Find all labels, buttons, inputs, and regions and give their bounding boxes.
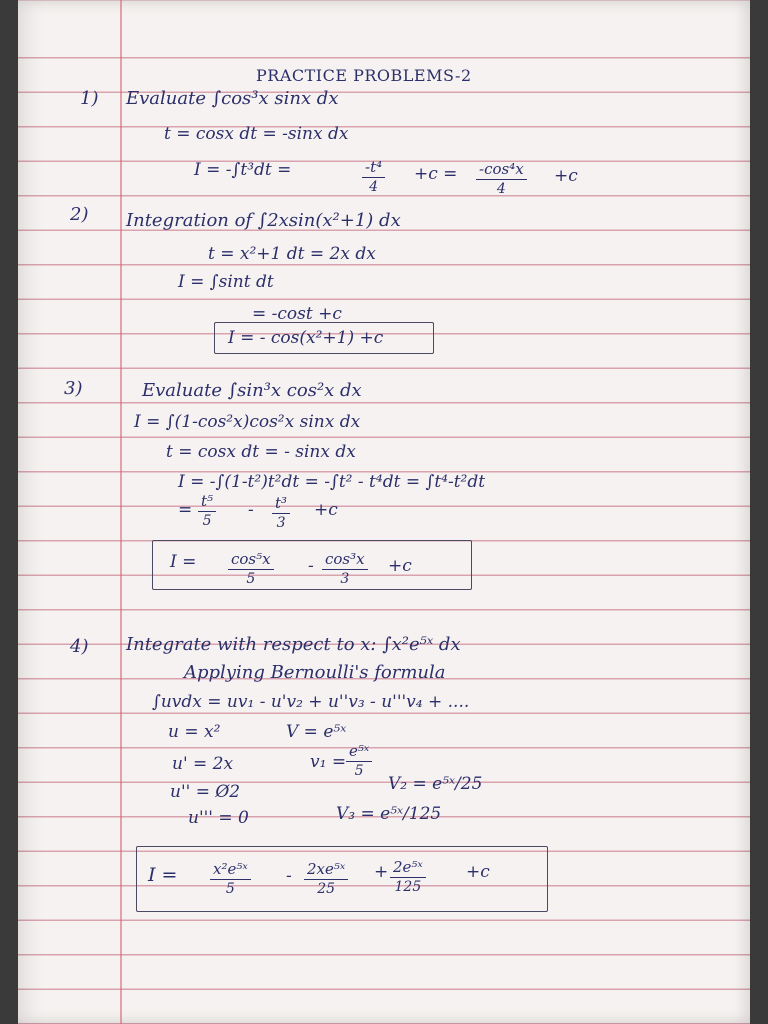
fraction-denominator: 4 — [369, 179, 379, 195]
problem-1-number: 1) — [80, 88, 99, 109]
problem-3-minus: - — [248, 500, 254, 520]
problem-4-method: Applying Bernoulli's formula — [184, 662, 446, 683]
page-title: PRACTICE PROBLEMS-2 — [256, 66, 472, 85]
problem-3-step-2: I = -∫(1-t²)t²dt = -∫t² - t⁴dt = ∫t⁴-t²dt — [178, 472, 486, 492]
fraction-denominator: 4 — [496, 181, 506, 197]
problem-3-fraction-1 — [198, 492, 216, 531]
fraction-denominator: 5 — [202, 513, 212, 529]
problem-1-statement: Evaluate ∫cos³x sinx dx — [126, 88, 339, 109]
problem-4-answer-fraction-3 — [390, 858, 426, 897]
problem-3-substitution: t = cosx dt = - sinx dx — [166, 442, 356, 462]
problem-4-answer-plus: + — [374, 862, 389, 882]
problem-4-answer-end: +c — [466, 862, 490, 882]
problem-4-answer-lhs: I = — [148, 864, 178, 886]
problem-2-step-1: I = ∫sint dt — [178, 272, 274, 292]
fraction-numerator: e⁵ˣ — [346, 742, 372, 762]
v2-value: V₂ = e⁵ˣ/25 — [388, 774, 483, 794]
fraction-denominator: 5 — [246, 571, 256, 587]
problem-3-answer-lhs: I = — [170, 552, 197, 572]
problem-3-step-1: I = ∫(1-cos²x)cos²x sinx dx — [134, 412, 361, 432]
problem-3-statement: Evaluate ∫sin³x cos²x dx — [142, 380, 362, 401]
problem-2-statement: Integration of ∫2xsin(x²+1) dx — [126, 210, 401, 231]
u-value: u = x² — [168, 722, 221, 742]
problem-2-substitution: t = x²+1 dt = 2x dx — [208, 244, 376, 264]
problem-3-answer-fraction-1 — [228, 550, 274, 589]
problem-1-end: +c — [554, 166, 578, 186]
fraction-numerator: 2e⁵ˣ — [390, 858, 426, 878]
problem-3-answer-minus: - — [308, 556, 314, 576]
fraction-numerator: x²e⁵ˣ — [210, 860, 251, 880]
fraction-denominator: 5 — [354, 763, 364, 779]
u1-value: u' = 2x — [172, 754, 234, 774]
v1-fraction — [346, 742, 372, 781]
fraction-numerator: -cos⁴x — [476, 160, 527, 180]
problem-3-number: 3) — [64, 378, 83, 399]
margin-line — [120, 0, 122, 1024]
fraction-denominator: 125 — [394, 879, 422, 895]
problem-2-step-2: = -cost +c — [252, 304, 342, 324]
problem-3-equals: = — [178, 500, 193, 520]
notebook-page — [18, 0, 750, 1024]
problem-3-answer-fraction-2 — [322, 550, 368, 589]
fraction-numerator: cos³x — [322, 550, 368, 570]
fraction-numerator: t⁵ — [198, 492, 216, 512]
problem-3-answer-plus-c: +c — [388, 556, 412, 576]
problem-2-answer: I = - cos(x²+1) +c — [228, 328, 384, 348]
v1-lhs: v₁ = — [310, 752, 347, 772]
fraction-numerator: 2xe⁵ˣ — [304, 860, 348, 880]
problem-4-statement: Integrate with respect to x: ∫x²e⁵ˣ dx — [126, 634, 461, 655]
v3-value: V₃ = e⁵ˣ/125 — [336, 804, 442, 824]
u3-value: u''' = 0 — [188, 808, 249, 828]
problem-1-substitution: t = cosx dt = -sinx dx — [164, 124, 349, 144]
problem-4-answer-fraction-2 — [304, 860, 348, 899]
problem-1-fraction-1 — [362, 158, 385, 197]
problem-4-answer-fraction-1 — [210, 860, 251, 899]
bernoulli-formula: ∫uvdx = uv₁ - u'v₂ + u''v₃ - u'''v₄ + .... — [152, 692, 470, 712]
problem-1-step: I = -∫t³dt = — [194, 160, 292, 180]
problem-2-number: 2) — [70, 204, 89, 225]
fraction-denominator: 5 — [225, 881, 235, 897]
problem-3-plus-c: +c — [314, 500, 338, 520]
problem-1-mid: +c = — [414, 164, 458, 184]
fraction-denominator: 3 — [276, 515, 286, 531]
problem-3-fraction-2 — [272, 494, 290, 533]
fraction-numerator: cos⁵x — [228, 550, 274, 570]
problem-4-number: 4) — [70, 636, 89, 657]
fraction-numerator: -t⁴ — [362, 158, 385, 178]
v-value: V = e⁵ˣ — [286, 722, 347, 742]
u2-value: u'' = Ø2 — [170, 782, 241, 802]
problem-4-answer-minus: - — [286, 866, 292, 886]
fraction-denominator: 3 — [340, 571, 350, 587]
problem-1-fraction-2 — [476, 160, 527, 199]
fraction-denominator: 25 — [317, 881, 336, 897]
fraction-numerator: t³ — [272, 494, 290, 514]
